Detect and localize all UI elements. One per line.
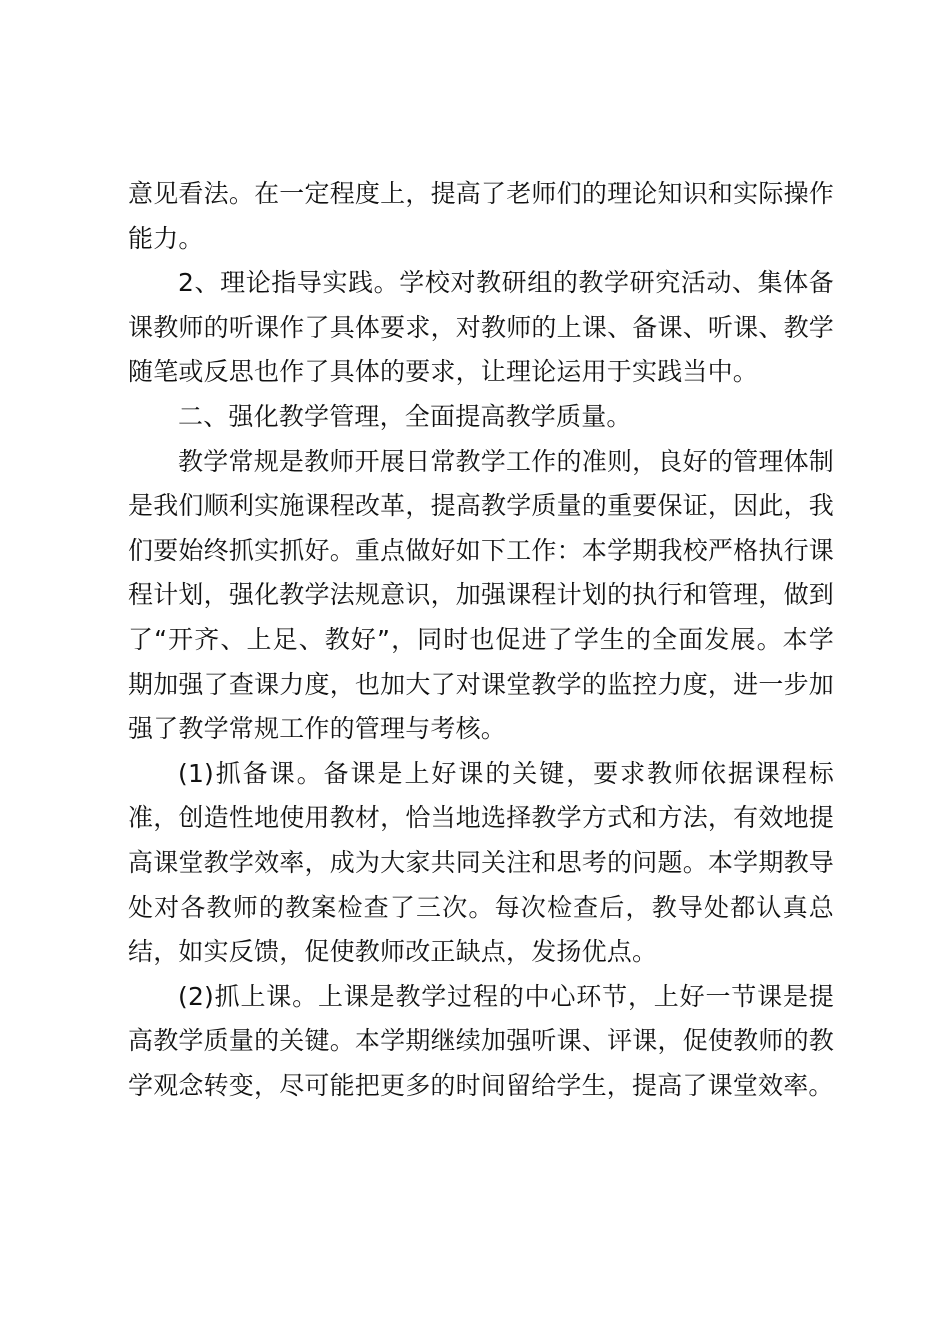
paragraph-lesson-preparation: (1)抓备课。备课是上好课的关键，要求教师依据课程标准，创造性地使用教材，恰当地选择教学方式和方法，有效地提高课堂教学效率，成为大家共同关注和思考的问题。本学期教导处对各教师的教案检查了三次。每次检查后，教导处都认真总结，如实反馈，促使教师改正缺点，发扬优点。	[128, 758, 834, 967]
paragraph-classroom-teaching: (2)抓上课。上课是教学过程的中心环节，上好一节课是提高教学质量的关键。本学期继续加强听课、评课，促使教师的教学观念转变，尽可能把更多的时间留给学生，提高了课堂效率。	[128, 981, 834, 1100]
paragraph-teaching-routine: 教学常规是教师开展日常教学工作的准则，良好的管理体制是我们顺利实施课程改革，提高教学质量的重要保证，因此，我们要始终抓实抓好。重点做好如下工作：本学期我校严格执行课程计划，强化教学法规意识，加强课程计划的执行和管理，做到了“开齐、上足、教好”，同时也促进了学生的全面发展。本学期加强了查课力度，也加大了对课堂教学的监控力度，进一步加强了教学常规工作的管理与考核。	[128, 446, 834, 744]
paragraph-continuation: 意见看法。在一定程度上，提高了老师们的理论知识和实际操作能力。	[128, 179, 834, 253]
section-heading-teaching-management: 二、强化教学管理，全面提高教学质量。	[178, 401, 632, 431]
paragraph-theory-practice: 2、理论指导实践。学校对教研组的教学研究活动、集体备课教师的听课作了具体要求，对教师的上课、备课、听课、教学随笔或反思也作了具体的要求，让理论运用于实践当中。	[128, 268, 834, 387]
document-body	[128, 172, 834, 1108]
